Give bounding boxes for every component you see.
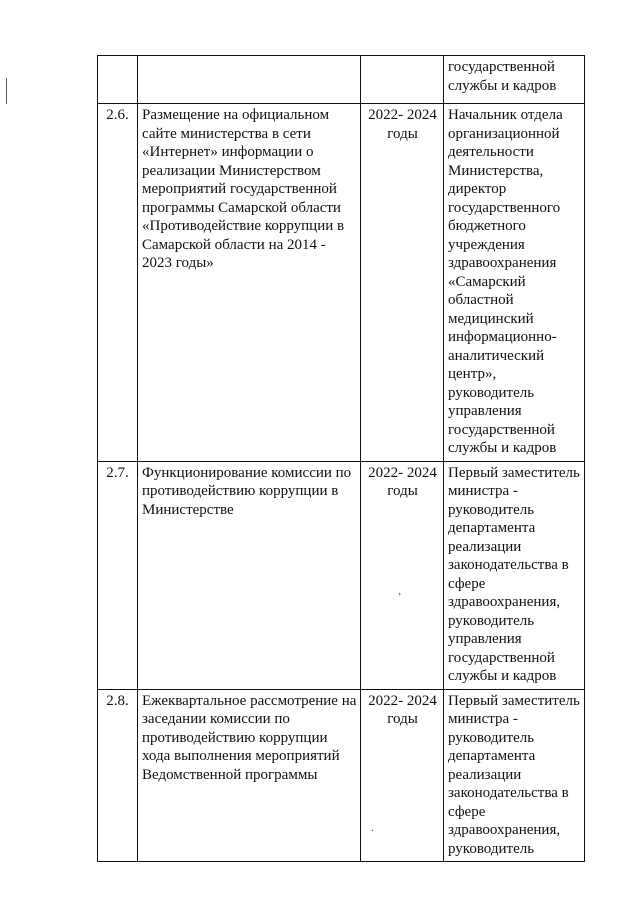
period-line: 2022- 2024 [368,107,437,123]
period-line: годы [387,483,418,499]
responsible-line: реализации [448,766,522,783]
responsible-line: сфере [448,575,486,592]
event-line: «Интернет» информации о [142,144,314,160]
scan-speck: · [371,826,375,837]
event-line: 2023 годы» [142,255,214,271]
responsible-line: министра - [448,483,518,499]
responsible-line: центр», [448,366,497,382]
responsible-line: управления [448,631,522,647]
row-number: 2.6. [106,107,129,123]
responsible-line: областной [448,292,514,308]
responsible-line: государственной [448,59,555,75]
row-number-cell [98,104,138,462]
responsible-line: руководитель [448,384,535,401]
margin-mark [6,78,7,104]
responsible-line: государственной [448,649,555,666]
period-line: годы [387,125,418,142]
period-cell [361,104,444,462]
responsible-line: департамента [448,520,536,536]
row-number-cell [98,56,138,104]
event-line: сайте министерства в сети [142,125,311,142]
responsible-line: бюджетного [448,218,526,234]
table-row [98,104,585,462]
row-number: 2.7. [106,464,129,481]
responsible-line: сфере [448,803,486,820]
period-cell [361,56,444,104]
event-cell [138,104,361,462]
responsible-line: учреждения [448,236,525,253]
responsible-line: службы и кадров [448,668,557,684]
responsible-line: Первый заместитель [448,692,580,709]
responsible-cell [444,461,585,689]
responsible-line: службы и кадров [448,440,557,456]
responsible-line: «Самарский [448,273,526,290]
period-line: 2022- 2024 [368,692,437,709]
responsible-line: деятельности [448,144,534,160]
responsible-line: службы и кадров [448,77,557,94]
responsible-line: информационно- [448,329,557,345]
responsible-line: здравоохранения, [448,594,561,610]
responsible-line: здравоохранения, [448,822,561,838]
period-line: 2022- 2024 [368,464,437,481]
event-line: Самарской области на 2014 - [142,236,326,253]
event-line: Ведомственной программы [142,766,318,783]
responsible-line: законодательства в [448,785,569,801]
period-cell [361,461,444,689]
event-line: Функционирование комиссии по [142,464,352,481]
responsible-cell [444,56,585,104]
event-line: противодействию коррупции [142,729,328,746]
table-row [98,461,585,689]
responsible-line: руководитель [448,501,535,518]
responsible-line: медицинский [448,310,534,327]
responsible-line: руководитель [448,729,535,746]
responsible-line: реализации [448,538,522,555]
event-line: хода выполнения мероприятий [142,748,340,764]
event-line: «Противодействие коррупции в [142,218,345,234]
responsible-line: департамента [448,748,536,764]
event-cell [138,689,361,862]
responsible-line: аналитический [448,347,545,364]
event-line: Ежеквартальное рассмотрение на [142,692,357,709]
event-line: заседании комиссии по [142,711,290,727]
row-number-cell [98,461,138,689]
responsible-cell [444,689,585,862]
responsible-line: государственной [448,421,555,438]
responsible-line: управления [448,403,522,419]
row-number-cell [98,689,138,862]
period-line: годы [387,711,418,727]
responsible-line: законодательства в [448,557,569,573]
measures-table [97,55,585,862]
table-row [98,56,585,104]
responsible-line: Начальник отдела [448,107,563,123]
scan-speck: ʼ [398,592,402,603]
event-line: Размещение на официальном [142,107,330,123]
responsible-line: государственного [448,199,561,216]
event-line: программы Самарской области [142,199,341,216]
responsible-line: директор [448,181,507,197]
responsible-line: руководитель [448,612,535,629]
event-cell [138,56,361,104]
event-line: мероприятий государственной [142,181,337,197]
responsible-line: Министерства, [448,162,544,179]
responsible-line: здравоохранения [448,255,557,271]
responsible-line: руководитель [448,840,535,857]
responsible-line: организационной [448,125,560,142]
event-line: противодействию коррупции в [142,483,339,499]
responsible-line: министра - [448,711,518,727]
row-number: 2.8. [106,692,129,709]
table-row [98,689,585,862]
event-line: Министерстве [142,501,234,518]
responsible-line: Первый заместитель [448,464,580,481]
event-line: реализации Министерством [142,162,321,179]
responsible-cell [444,104,585,462]
event-cell [138,461,361,689]
